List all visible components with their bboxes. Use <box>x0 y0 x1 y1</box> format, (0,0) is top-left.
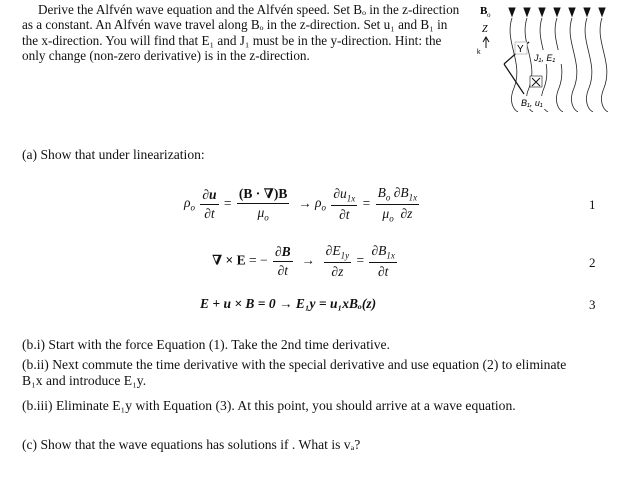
part-b-iii: (b.iii) Eliminate E₁y with Equation (3). At this point, you should arrive at a wave equation. <box>22 398 516 413</box>
x-axis-line <box>504 64 524 94</box>
b-field-arrows <box>509 8 605 16</box>
intro-paragraph <box>22 2 462 64</box>
b0-label: B <box>480 5 488 17</box>
equation-3: E + u × B = 0 → E₁y = u₁xBₒ(z) <box>200 296 377 311</box>
z-arrow-icon <box>483 37 489 48</box>
k-label: k <box>477 49 481 56</box>
part-b-ii: (b.ii) Next commute the time derivative with the special derivative and use equation (2) to eliminate B₁x and introduce E₁y. <box>22 357 567 388</box>
equation-3-number: 3 <box>589 297 596 312</box>
y-label: Y <box>517 44 524 55</box>
equation-1: $\rho_o$ $\frac{\partial u}{\partial t}$ = $\frac{(B \cdot \nabla)B}{\mu_o}$ → $\rho_o$ $\frac{\partial u_{1x}}{\partial t}$ = $\frac{B_o \partial B_{1x}}{\mu_o \partial z}$ <box>184 185 418 224</box>
equation-2: ∇ × E = − $\frac{\partial B}{\partial t}$ → $\frac{\partial E_{1y}}{\partial z}$ = $\frac{\partial B_{1x}}{\partial t}$ <box>212 243 395 279</box>
je-label: J₁, E₁ <box>534 53 556 63</box>
figure-drawing <box>474 2 614 112</box>
alfven-wave-figure <box>474 2 614 112</box>
part-b-i: (b.i) Start with the force Equation (1). Take the 2nd time derivative. <box>22 337 390 352</box>
part-a-label: (a) Show that under linearization: <box>22 147 205 162</box>
part-c: (c) Show that the wave equations has solutions if . What is vₐ? <box>22 437 361 452</box>
bu-label: B₁, u₁ <box>521 98 543 108</box>
intro-text: Derive the Alfvén wave equation and the Alfvén speed. Set Bₒ in the z-direction as a constant. An Alfvén wave travel along Bₒ in the z-direction. Set u₁ and B₁ in the x-direction. You will find that E₁ and J₁ must be in the y-direction. Hint: the only change (non-zero derivative) is in the z-direction. <box>22 2 460 64</box>
b0-sub: o <box>487 11 491 19</box>
equation-1-number: 1 <box>589 197 596 212</box>
z-label: Z <box>482 24 488 35</box>
equation-2-number: 2 <box>589 255 596 270</box>
